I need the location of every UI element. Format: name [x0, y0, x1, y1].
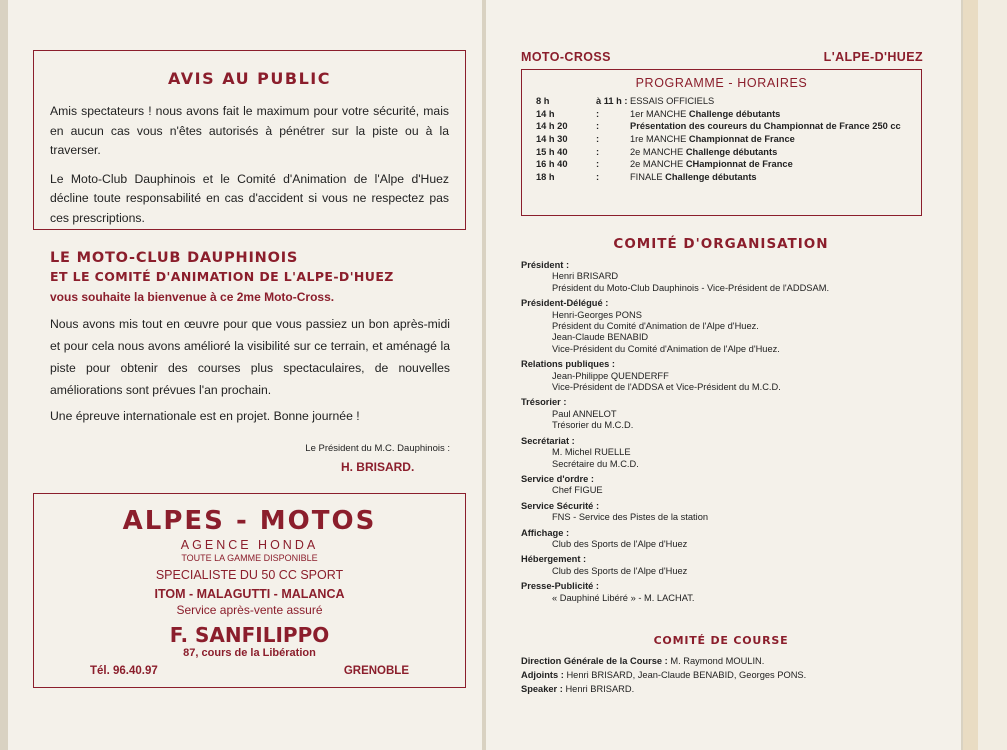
programme-event-text: 2e MANCHE: [630, 146, 684, 157]
programme-event: [630, 95, 907, 108]
programme-event: [630, 171, 907, 184]
course-line: [521, 682, 941, 696]
programme-event: [630, 158, 907, 171]
role-line: M. Michel RUELLE: [552, 447, 631, 458]
programme-event-bold: Challenge débutants: [665, 171, 757, 182]
role-line: Président du Moto-Club Dauphinois - Vice-Président de l'ADDSAM.: [552, 282, 830, 293]
programme-event: [630, 120, 907, 133]
ad-gamme: TOUTE LA GAMME DISPONIBLE: [181, 553, 318, 563]
role-line: FNS - Service des Pistes de la station: [552, 512, 709, 523]
role-line: Jean-Philippe QUENDERFF: [552, 370, 669, 381]
programme-sep: :: [596, 108, 600, 119]
programme-sep: :: [596, 146, 600, 157]
course-key: Adjoints :: [521, 670, 564, 680]
ad-city: GRENOBLE: [343, 665, 409, 677]
welcome-body: Nous avons mis tout en œuvre pour que vous passiez un bon après-midi et pour cela nous avons amélioré la visibilité sur ce terrain, et aménagé la piste pour obtenir des courses plus spectaculaires, de nouvelles améliorations sont prévues l'an prochain.: [50, 317, 450, 397]
welcome-heading-3: vous souhaite la bienvenue à ce 2me Moto-Cross.: [50, 290, 335, 304]
role-label: Presse-Publicité :: [521, 581, 600, 592]
programme-row: [536, 158, 907, 171]
programme-title: PROGRAMME - HORAIRES: [635, 76, 808, 90]
programme-event: [630, 133, 907, 146]
role-label: Affichage :: [521, 527, 570, 538]
role-line: Trésorier du M.C.D.: [552, 420, 634, 431]
programme-row: [536, 133, 907, 146]
ad-brands: ITOM - MALAGUTTI - MALANCA: [154, 587, 345, 601]
role-line: Jean-Claude BENABID: [552, 332, 649, 343]
programme-event-text: 1re MANCHE: [630, 134, 687, 145]
programme-event: [630, 145, 907, 158]
course-value: Henri BRISARD, Jean-Claude BENABID, Georges PONS.: [566, 670, 807, 680]
programme-event-bold: CHampionnat de France: [685, 159, 793, 170]
signature-block: [305, 443, 450, 474]
role-line: Vice-Président du Comité d'Animation de l'Alpe d'Huez.: [552, 343, 780, 354]
welcome-section: [50, 250, 450, 474]
role-label: Secrétariat :: [521, 435, 575, 446]
ad-specialiste: SPECIALISTE DU 50 CC SPORT: [155, 568, 344, 582]
course-line: [521, 668, 941, 682]
role-block: [521, 359, 931, 393]
welcome-heading-2: ET LE COMITÉ D'ANIMATION DE L'ALPE-D'HUEZ: [50, 269, 394, 284]
role-label: Relations publiques :: [521, 359, 616, 370]
role-label: Service d'ordre :: [521, 473, 594, 484]
programme-sep: :: [596, 134, 600, 145]
role-line: Secrétaire du M.C.D.: [552, 458, 639, 469]
role-label: Service Sécurité :: [521, 500, 600, 511]
ad-service: Service après-vente assuré: [176, 603, 323, 617]
programme-table: [536, 95, 907, 183]
comite-title: COMITÉ D'ORGANISATION: [613, 236, 829, 252]
avis-paragraph-2: Le Moto-Club Dauphinois et le Comité d'Animation de l'Alpe d'Huez décline toute responsabilité en cas d'accident si vous ne respectez pas ces prescriptions.: [50, 171, 449, 225]
role-line: Président du Comité d'Animation de l'Alpe d'Huez.: [552, 321, 759, 332]
role-label: Président :: [521, 260, 570, 270]
programme-time: 8 h: [536, 96, 550, 107]
programme-event-text: 1er MANCHE: [630, 108, 687, 119]
programme-event-bold: Championnat de France: [688, 134, 795, 145]
role-line: Henri-Georges PONS: [552, 309, 642, 320]
programme-row: [536, 120, 907, 133]
role-block: [521, 474, 931, 497]
programme-event-text: ESSAIS OFFICIELS: [630, 96, 715, 107]
programme-row: [536, 171, 907, 184]
role-label: Trésorier :: [521, 397, 567, 408]
organisation-list: [521, 260, 931, 608]
programme-time: 16 h 40: [536, 159, 568, 170]
ad-box: [33, 493, 466, 688]
avis-paragraph-1: Amis spectateurs ! nous avons fait le maximum pour votre sécurité, mais en aucun cas vous n'êtes autorisés à pénétrer sur la piste ou à la traverser.: [50, 104, 449, 157]
course-value: M. Raymond MOULIN.: [670, 656, 765, 666]
programme-event-bold: Challenge débutants: [685, 146, 778, 157]
role-line: Club des Sports de l'Alpe d'Huez: [552, 565, 688, 576]
programme-row: [536, 145, 907, 158]
programme-row: [536, 108, 907, 121]
role-line: Vice-Président de l'ADDSA et Vice-Président du M.C.D.: [552, 382, 781, 393]
course-key: Direction Générale de la Course :: [521, 656, 668, 666]
signature-title: Le Président du M.C. Dauphinois :: [305, 443, 450, 454]
role-label: Président-Délégué :: [521, 298, 609, 309]
course-line: [521, 654, 941, 668]
role-line: Club des Sports de l'Alpe d'Huez: [552, 538, 688, 549]
programme-time: 14 h 30: [536, 134, 568, 145]
ad-address: 87, cours de la Libération: [183, 647, 316, 659]
role-block: [521, 528, 931, 551]
role-line: Paul ANNELOT: [552, 408, 617, 419]
programme-time: 15 h 40: [536, 146, 568, 157]
programme-sep: :: [596, 171, 600, 182]
page-edge-inner: [978, 0, 1007, 750]
course-title: COMITÉ DE COURSE: [653, 634, 789, 647]
programme-event-bold: Présentation des coureurs du Championnat de France 250 cc: [630, 121, 901, 132]
role-line: Henri BRISARD: [552, 271, 619, 282]
welcome-body-2: Une épreuve internationale est en projet. Bonne journée !: [50, 409, 360, 423]
role-block: [521, 501, 931, 524]
role-line: Chef FIGUE: [552, 485, 603, 496]
programme-time: 18 h: [536, 171, 555, 182]
programme-event: [630, 108, 907, 121]
ad-agence: AGENCE HONDA: [180, 538, 319, 552]
programme-sep: à 11 h :: [596, 96, 628, 107]
programme-time: 14 h: [536, 108, 555, 119]
ad-name: ALPES - MOTOS: [122, 506, 377, 536]
ad-tel: Tél. 96.40.97: [90, 665, 158, 677]
programme-event-bold: Challenge débutants: [688, 108, 781, 119]
role-line: « Dauphiné Libéré » - M. LACHAT.: [552, 592, 695, 603]
programme-time: 14 h 20: [536, 121, 568, 132]
role-block: [521, 436, 931, 470]
avis-title: AVIS AU PUBLIC: [168, 69, 331, 88]
programme-box: [521, 69, 922, 216]
avis-box: [33, 50, 466, 230]
role-block: [521, 397, 931, 431]
signature-name: H. BRISARD.: [340, 460, 415, 474]
role-block: [521, 581, 931, 604]
role-label: Hébergement :: [521, 554, 587, 565]
role-block: [521, 554, 931, 577]
programme-event-text: 2e MANCHE: [630, 159, 684, 170]
programme-sep: :: [596, 159, 600, 170]
ad-owner: F. SANFILIPPO: [169, 623, 330, 647]
header-right: L'ALPE-D'HUEZ: [823, 50, 923, 64]
role-block: [521, 260, 931, 294]
header-left: MOTO-CROSS: [521, 50, 611, 64]
course-key: Speaker :: [521, 684, 563, 694]
role-block: [521, 298, 931, 355]
programme-row: [536, 95, 907, 108]
programme-event-text: FINALE: [630, 171, 663, 182]
course-list: [521, 654, 941, 696]
welcome-heading-1: LE MOTO-CLUB DAUPHINOIS: [50, 250, 299, 266]
programme-sep: :: [596, 121, 600, 132]
course-value: Henri BRISARD.: [565, 684, 635, 694]
